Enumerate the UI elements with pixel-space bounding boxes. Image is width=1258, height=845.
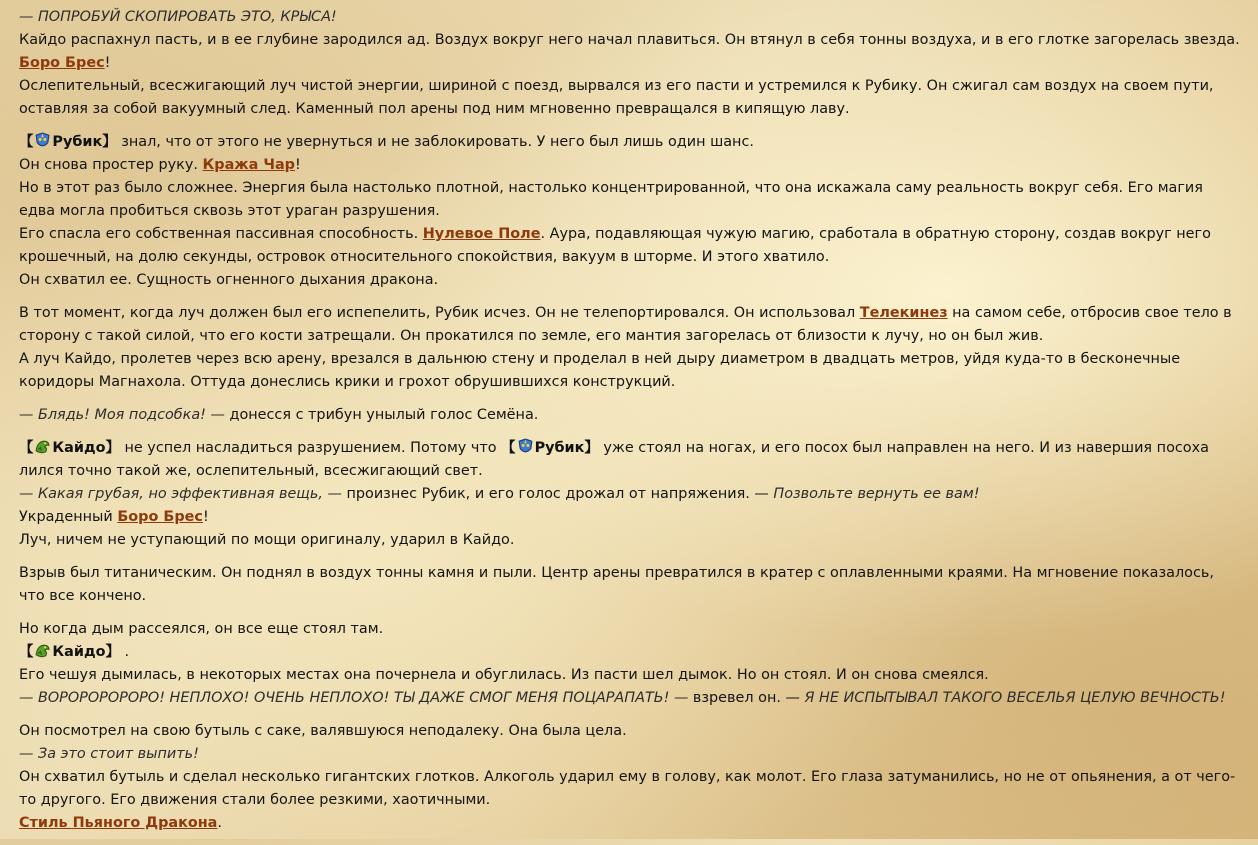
kaido-shout: Я НЕ ИСПЫТЫВАЛ ТАКОГО ВЕСЕЛЬЯ ЦЕЛУЮ ВЕЧНОСТЬ! <box>804 690 1226 706</box>
text: . <box>217 815 222 831</box>
skill-link-null-field[interactable]: Нулевое Поле <box>422 226 541 242</box>
text: Его спасла его собственная пассивная способность. <box>19 226 423 242</box>
rubick-quote: Позвольте вернуть ее вам! <box>773 486 980 502</box>
kaido-dragon-icon <box>34 438 51 455</box>
text: не успел насладиться разрушением. Потому что <box>119 440 502 456</box>
character-tag-kaido: 【 Кайдо】 <box>19 440 120 456</box>
text: В тот момент, когда луч должен был его испепелить, Рубик исчез. Он не телепортировался. Он использовал <box>19 305 860 321</box>
paragraph-2 <box>19 131 1241 292</box>
character-tag-kaido: 【 Кайдо】 <box>19 644 120 660</box>
text: Ослепительный, всесжигающий луч чистой энергии, шириной с поезд, вырвался из его пасти и устремился к Рубику. Он сжигал сам воздух на своем пути, оставляя за собой вакуумный след. Каменный пол арены под ним мгновенно превращался в кипящую лаву. <box>19 78 1214 117</box>
text: знал, что от этого не увернуться и не заблокировать. У него был лишь один шанс. <box>116 134 754 150</box>
text: Он схватил ее. Сущность огненного дыхания дракона. <box>19 272 439 288</box>
text: Он схватил бутыль и сделал несколько гигантских глотков. Алкоголь ударил ему в голову, как молот. Его глаза затуманились, но не от опьянения, а от чего-то другого. Его движения стали более резкими, хаотичными. <box>19 769 1236 808</box>
paragraph-3 <box>19 302 1241 394</box>
text: Он посмотрел на свою бутыль с саке, валявшуюся неподалеку. Она была цела. <box>19 723 627 739</box>
text: ! <box>104 55 111 71</box>
skill-link-boro-bres[interactable]: Боро Брес <box>19 55 105 71</box>
text: А луч Кайдо, пролетев через всю арену, врезался в дальнюю стену и проделал в ней дыру диаметром в двадцать метров, уйдя куда-то в бесконечные коридоры Магнахола. Оттуда донеслись крики и грохот обрушившихся конструкций. <box>19 351 1181 390</box>
character-name: Кайдо <box>52 644 106 660</box>
skill-link-spell-steal[interactable]: Кража Чар <box>202 157 295 173</box>
paragraph-1 <box>19 6 1241 121</box>
text: Но когда дым рассеялся, он все еще стоял там. <box>19 621 384 637</box>
kaido-dragon-icon <box>34 642 51 659</box>
story-text <box>19 6 1241 845</box>
text: взревел он. — <box>688 690 805 706</box>
semyon-quote: — Блядь! Моя подсобка! — <box>19 407 225 423</box>
rubick-mask-icon <box>34 132 51 149</box>
paragraph-5 <box>19 437 1241 552</box>
character-name: Рубик <box>534 440 585 456</box>
text: Но в этот раз было сложнее. Энергия была настолько плотной, настолько концентрированной, что она искажала саму реальность вокруг себя. Его магия едва могла пробиться сквозь этот ураган разрушения. <box>19 180 1203 219</box>
text: произнес Рубик, и его голос дрожал от напряжения. — <box>341 486 774 502</box>
text: ! <box>295 157 301 173</box>
text: Кайдо распахнул пасть, и в ее глубине зародился ад. Воздух вокруг него начал плавиться. Он втянул в себя тонны воздуха, и в его глотке загорелась звезда. <box>19 32 1240 48</box>
paragraph-7 <box>19 618 1241 710</box>
character-name: Кайдо <box>52 440 106 456</box>
paragraph-8 <box>19 720 1241 835</box>
text: на самом себе, отбросив свое тело в сторону с такой силой, что его кости затрещали. Он прокатился по земле, его мантия загорелась от близости к лучу, но он был жив. <box>19 305 1232 344</box>
text: Его чешуя дымилась, в некоторых местах она почернела и обуглилась. Из пасти шел дымок. Но он стоял. И он снова смеялся. <box>19 667 989 683</box>
text: донесся с трибун унылый голос Семёна. <box>224 407 539 423</box>
rubick-mask-icon <box>517 438 534 455</box>
text: . <box>119 644 130 660</box>
text: уже стоял на ногах, и его посох был направлен на него. И из навершия посоха лился точно такой же, ослепительный, всесжигающий свет. <box>19 440 1209 479</box>
kaido-shout: — ПОПРОБУЙ СКОПИРОВАТЬ ЭТО, КРЫСА! <box>19 9 337 25</box>
paragraph-6 <box>19 562 1241 608</box>
rubick-quote: — Какая грубая, но эффективная вещь, — <box>19 486 342 502</box>
skill-link-telekinesis[interactable]: Телекинез <box>859 305 948 321</box>
kaido-shout: — ВОРОРОРОРОРО! НЕПЛОХО! ОЧЕНЬ НЕПЛОХО! ТЫ ДАЖЕ СМОГ МЕНЯ ПОЦАРАПАТЬ! — <box>19 690 689 706</box>
paragraph-4 <box>19 404 1241 427</box>
text: Он снова простер руку. <box>19 157 203 173</box>
text: ! <box>202 509 209 525</box>
character-tag-rubick: 【 Рубик】 <box>501 440 599 456</box>
skill-link-drunken-dragon-style[interactable]: Стиль Пьяного Дракона <box>19 815 218 831</box>
character-name: Рубик <box>52 134 103 150</box>
skill-link-boro-bres[interactable]: Боро Брес <box>117 509 203 525</box>
text: . Аура, подавляющая чужую магию, сработала в обратную сторону, создав вокруг него крошечный, на долю секунды, островок относительного спокойствия, вакуум в шторме. И этого хватило. <box>19 226 1211 265</box>
character-tag-rubick: 【 Рубик】 <box>19 134 117 150</box>
text: Луч, ничем не уступающий по мощи оригиналу, ударил в Кайдо. <box>19 532 515 548</box>
kaido-quote: — За это стоит выпить! <box>19 746 199 762</box>
text: Украденный <box>19 509 118 525</box>
text: Взрыв был титаническим. Он поднял в воздух тонны камня и пыли. Центр арены превратился в кратер с оплавленными краями. На мгновение показалось, что все кончено. <box>19 565 1214 604</box>
